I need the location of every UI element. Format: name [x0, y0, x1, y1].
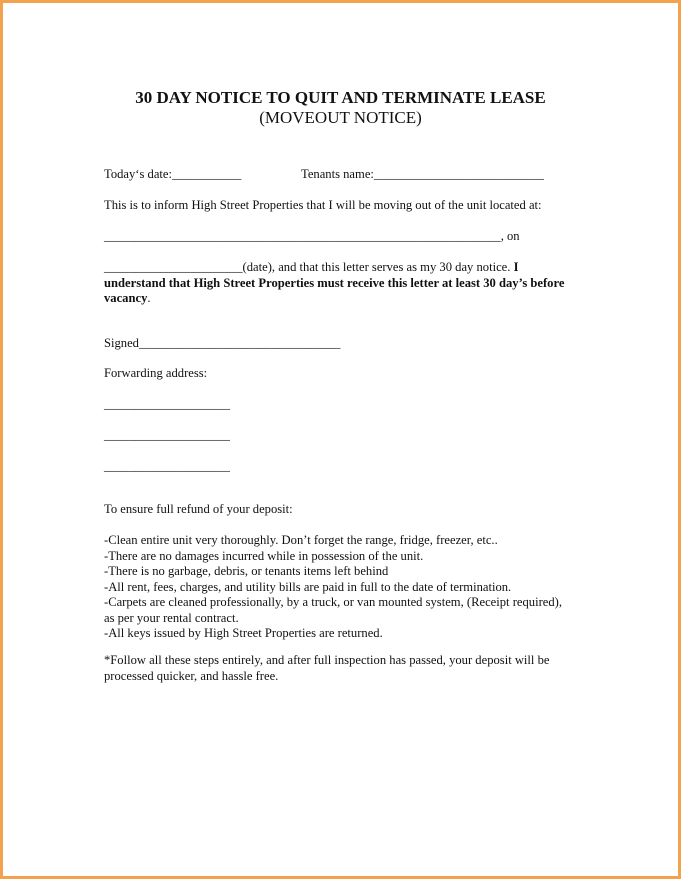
- refund-item: -There is no garbage, debris, or tenants items left behind: [104, 564, 389, 578]
- inform-line: This is to inform High Street Properties that I will be moving out of the unit located at:: [104, 198, 542, 212]
- forwarding-address-line: ____________________: [104, 428, 230, 442]
- todays-date-field: Today‘s date:___________: [104, 167, 242, 181]
- refund-list: [104, 533, 574, 642]
- address-line: _______________________________________________________________, on: [104, 229, 520, 243]
- document-title: 30 DAY NOTICE TO QUIT AND TERMINATE LEASE: [135, 88, 546, 107]
- tenants-name-field: Tenants name:___________________________: [301, 167, 544, 181]
- refund-item: -There are no damages incurred while in possession of the unit.: [104, 548, 424, 563]
- signed-line: Signed________________________________: [104, 336, 341, 350]
- refund-heading: To ensure full refund of your deposit:: [104, 502, 293, 516]
- notice-end-text: .: [147, 291, 151, 305]
- notice-bold-text: I understand that High Street Properties must receive this letter at least 30 day’s before vacancy: [104, 260, 565, 305]
- forwarding-address-line: ____________________: [104, 397, 230, 411]
- refund-item: -Carpets are cleaned professionally, by a truck, or van mounted system, (Receipt required), as per your rental contract.: [104, 595, 562, 625]
- refund-item: -All keys issued by High Street Properties are returned.: [104, 626, 383, 640]
- forwarding-address-line: ____________________: [104, 459, 230, 473]
- refund-item: -Clean entire unit very thoroughly. Don’t forget the range, fridge, freezer, etc..: [104, 533, 498, 547]
- document-subtitle: (MOVEOUT NOTICE): [259, 108, 422, 127]
- forwarding-address-label: Forwarding address:: [104, 366, 208, 380]
- notice-paragraph: [104, 260, 574, 307]
- refund-item: -All rent, fees, charges, and utility bills are paid in full to the date of termination.: [104, 579, 512, 594]
- footnote: *Follow all these steps entirely, and after full inspection has passed, your deposit will be processed quicker, and hassle free.: [104, 653, 550, 683]
- notice-date-text: ______________________(date), and that this letter serves as my 30 day notice.: [104, 260, 514, 274]
